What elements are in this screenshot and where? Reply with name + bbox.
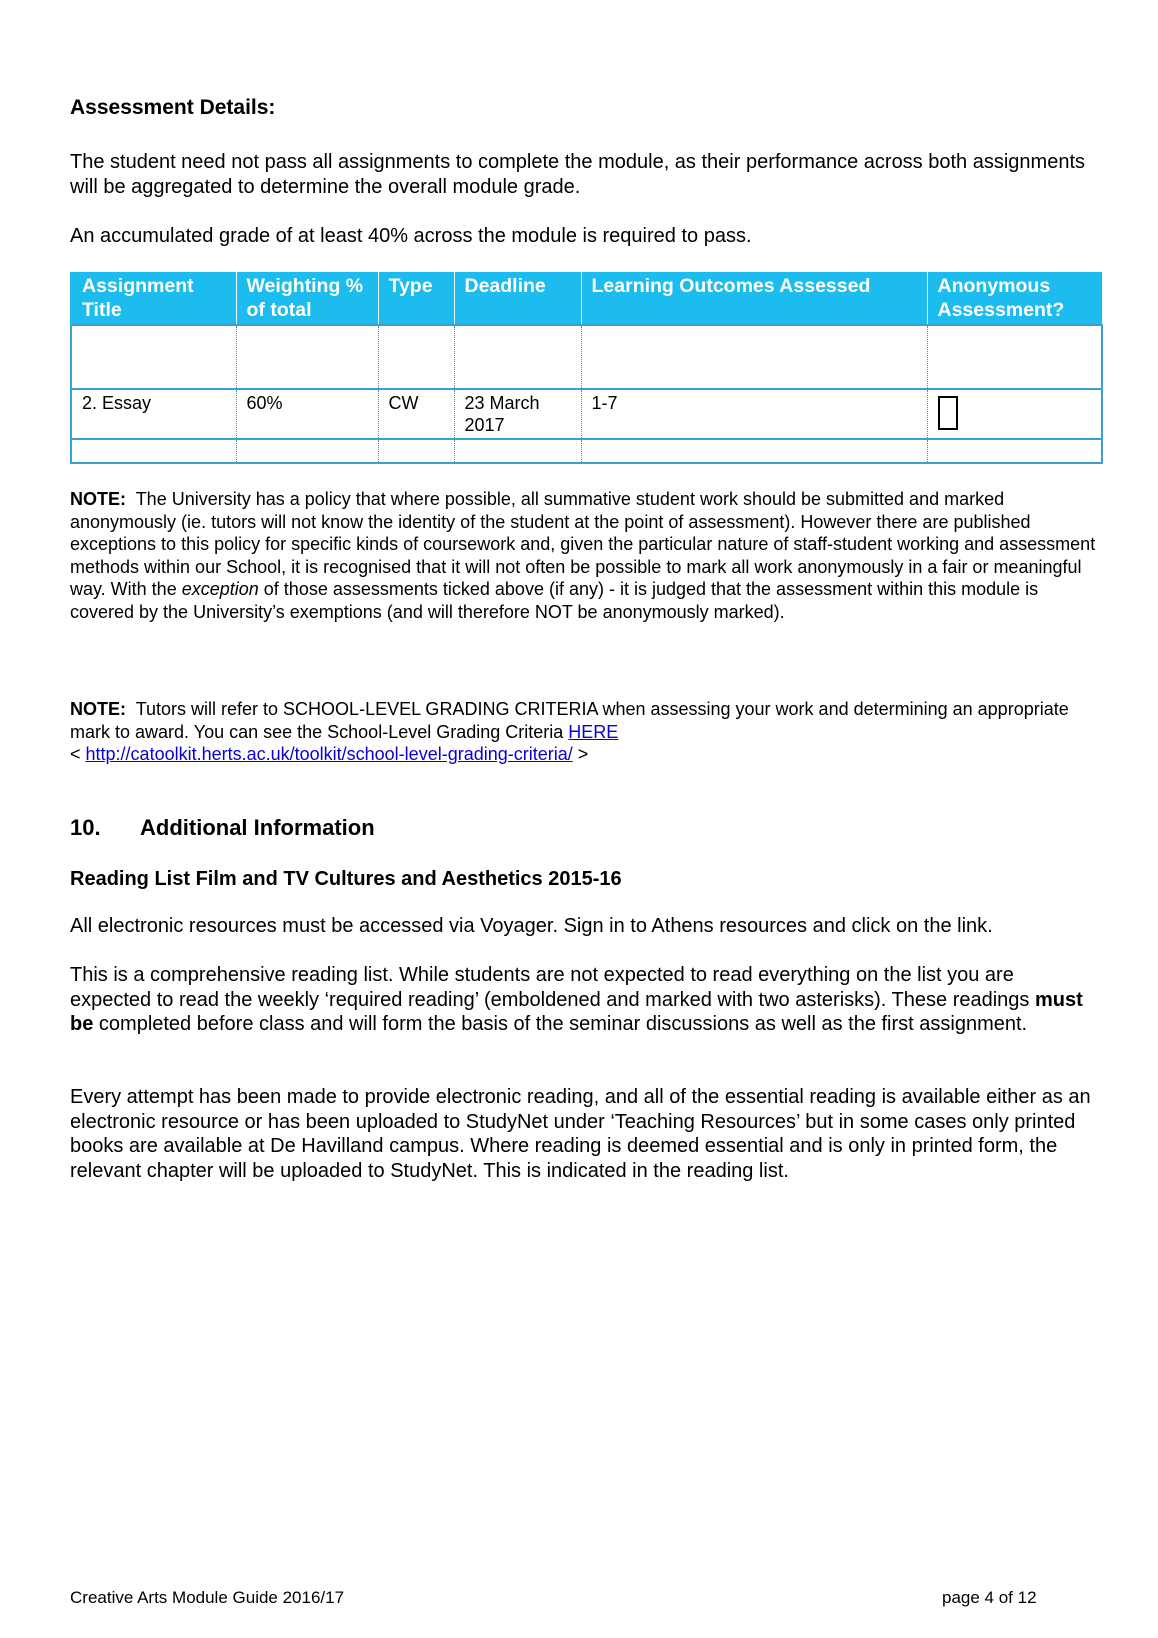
table-header-row: [71, 272, 1102, 325]
header-anonymous-assessment: Anonymous Assessment?: [927, 272, 1102, 325]
checkbox-icon: [938, 396, 958, 430]
reading-para2-a: This is a comprehensive reading list. While students are not expected to read everything on the list you are expected to read the weekly ‘required reading’ (emboldened and marked with two asterisks). These readings: [70, 964, 1030, 1011]
essay-title: 2. Essay: [71, 389, 236, 439]
assessment-paragraph-1: The student need not pass all assignments to complete the module, as their performance across both assignments will be aggregated to determine the overall module grade.: [70, 151, 1085, 198]
section-10-heading: [70, 815, 375, 841]
note-label: NOTE:: [70, 699, 126, 719]
header-deadline: Deadline: [454, 272, 581, 325]
assessment-paragraph-2: An accumulated grade of at least 40% across the module is required to pass.: [70, 225, 752, 247]
section-number: 10.: [70, 815, 101, 840]
grading-criteria-note: [70, 698, 1100, 766]
anonymous-marking-note: [70, 488, 1100, 623]
reading-paragraph-2: [70, 963, 1100, 1037]
header-type: Type: [378, 272, 454, 325]
note1-text-b: of those assessments ticked above (if any) - it is judged that the assessment within this module is covered by the University’s exemptions (and will therefore NOT be anonymously marked).: [70, 579, 1039, 622]
reading-paragraph-1: All electronic resources must be accessed via Voyager. Sign in to Athens resources and click on the link.: [70, 915, 993, 937]
note-label: NOTE:: [70, 489, 126, 509]
header-assignment-title: Assignment Title: [71, 272, 236, 325]
essay-weighting: 60%: [236, 389, 378, 439]
essay-anonymous-cell: [927, 389, 1102, 439]
reading-paragraph-3: Every attempt has been made to provide electronic reading, and all of the essential reading is available either as an electronic resource or has been uploaded to StudyNet under ‘Teaching Resources’ but in some cases only printed books are available at De Havilland campus. Where reading is deemed essential and is only in printed form, the relevant chapter will be uploaded to StudyNet. This is indicated in the reading list.: [70, 1086, 1091, 1182]
essay-deadline: 23 March 2017: [454, 389, 581, 439]
note1-text-a: The University has a policy that where possible, all summative student work should be submitted and marked anonymously (ie. tutors will not know the identity of the student at the point of assessment). However there are published exceptions to this policy for specific kinds of coursework and, given the particular nature of staff-student working and assessment methods within our School, it is recognised that it will not often be possible to mark all work anonymously in a fair or meaningful way. With the: [70, 489, 1096, 599]
assessment-table: [70, 272, 1103, 464]
here-link[interactable]: HERE: [568, 721, 619, 742]
table-row: [71, 389, 1102, 439]
note1-exception: exception: [181, 579, 259, 599]
url-gt: >: [577, 744, 589, 764]
url-lt: <: [70, 744, 81, 764]
section-title: Additional Information: [140, 815, 375, 840]
table-row: [71, 439, 1102, 463]
footer-page-number: page 4 of 12: [942, 1588, 1037, 1607]
assessment-heading: Assessment Details:: [70, 96, 276, 119]
grading-criteria-url-link[interactable]: http://catoolkit.herts.ac.uk/toolkit/school-level-grading-criteria/: [85, 744, 573, 764]
reading-list-heading: Reading List Film and TV Cultures and Aesthetics 2015-16: [70, 868, 622, 890]
table-row: [71, 325, 1102, 389]
essay-outcomes: 1-7: [581, 389, 927, 439]
reading-para2-bold: must be: [70, 988, 1083, 1035]
essay-type: CW: [378, 389, 454, 439]
footer-left: Creative Arts Module Guide 2016/17: [70, 1588, 345, 1607]
reading-para2-b: completed before class and will form the basis of the seminar discussions as well as the first assignment.: [98, 1013, 1028, 1035]
header-learning-outcomes: Learning Outcomes Assessed: [581, 272, 927, 325]
header-weighting: Weighting % of total: [236, 272, 378, 325]
note2-text: Tutors will refer to SCHOOL-LEVEL GRADING CRITERIA when assessing your work and determining an appropriate mark to award. You can see the School-Level Grading Criteria: [70, 699, 1069, 742]
